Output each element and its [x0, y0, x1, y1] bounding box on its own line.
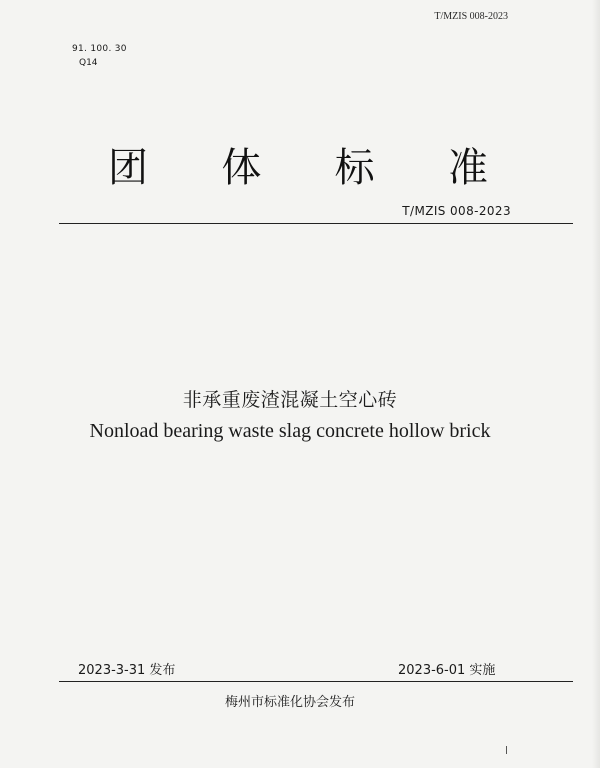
title-char: 团 [108, 145, 148, 191]
header-standard-code: T/MZIS 008-2023 [434, 11, 508, 22]
standard-name-english: Nonload bearing waste slag concrete hollow brick [89, 420, 491, 442]
ccs-code: Q14 [79, 58, 98, 68]
standard-name-chinese: 非承重废渣混凝土空心砖 [182, 389, 398, 411]
publisher: 梅州市标准化协会发布 [224, 695, 355, 710]
document-type-title [108, 146, 488, 190]
scan-edge-shadow [592, 0, 600, 768]
bottom-divider [59, 681, 573, 682]
ics-code: 91. 100. 30 [72, 44, 127, 54]
top-divider [59, 223, 573, 224]
publish-date: 2023-3-31 发布 [78, 663, 176, 678]
title-char: 体 [221, 145, 262, 191]
page-mark [506, 746, 507, 754]
title-char: 标 [334, 145, 375, 191]
implement-date: 2023-6-01 实施 [398, 663, 496, 678]
standard-number: T/MZIS 008-2023 [402, 204, 511, 218]
title-char: 准 [447, 145, 488, 191]
